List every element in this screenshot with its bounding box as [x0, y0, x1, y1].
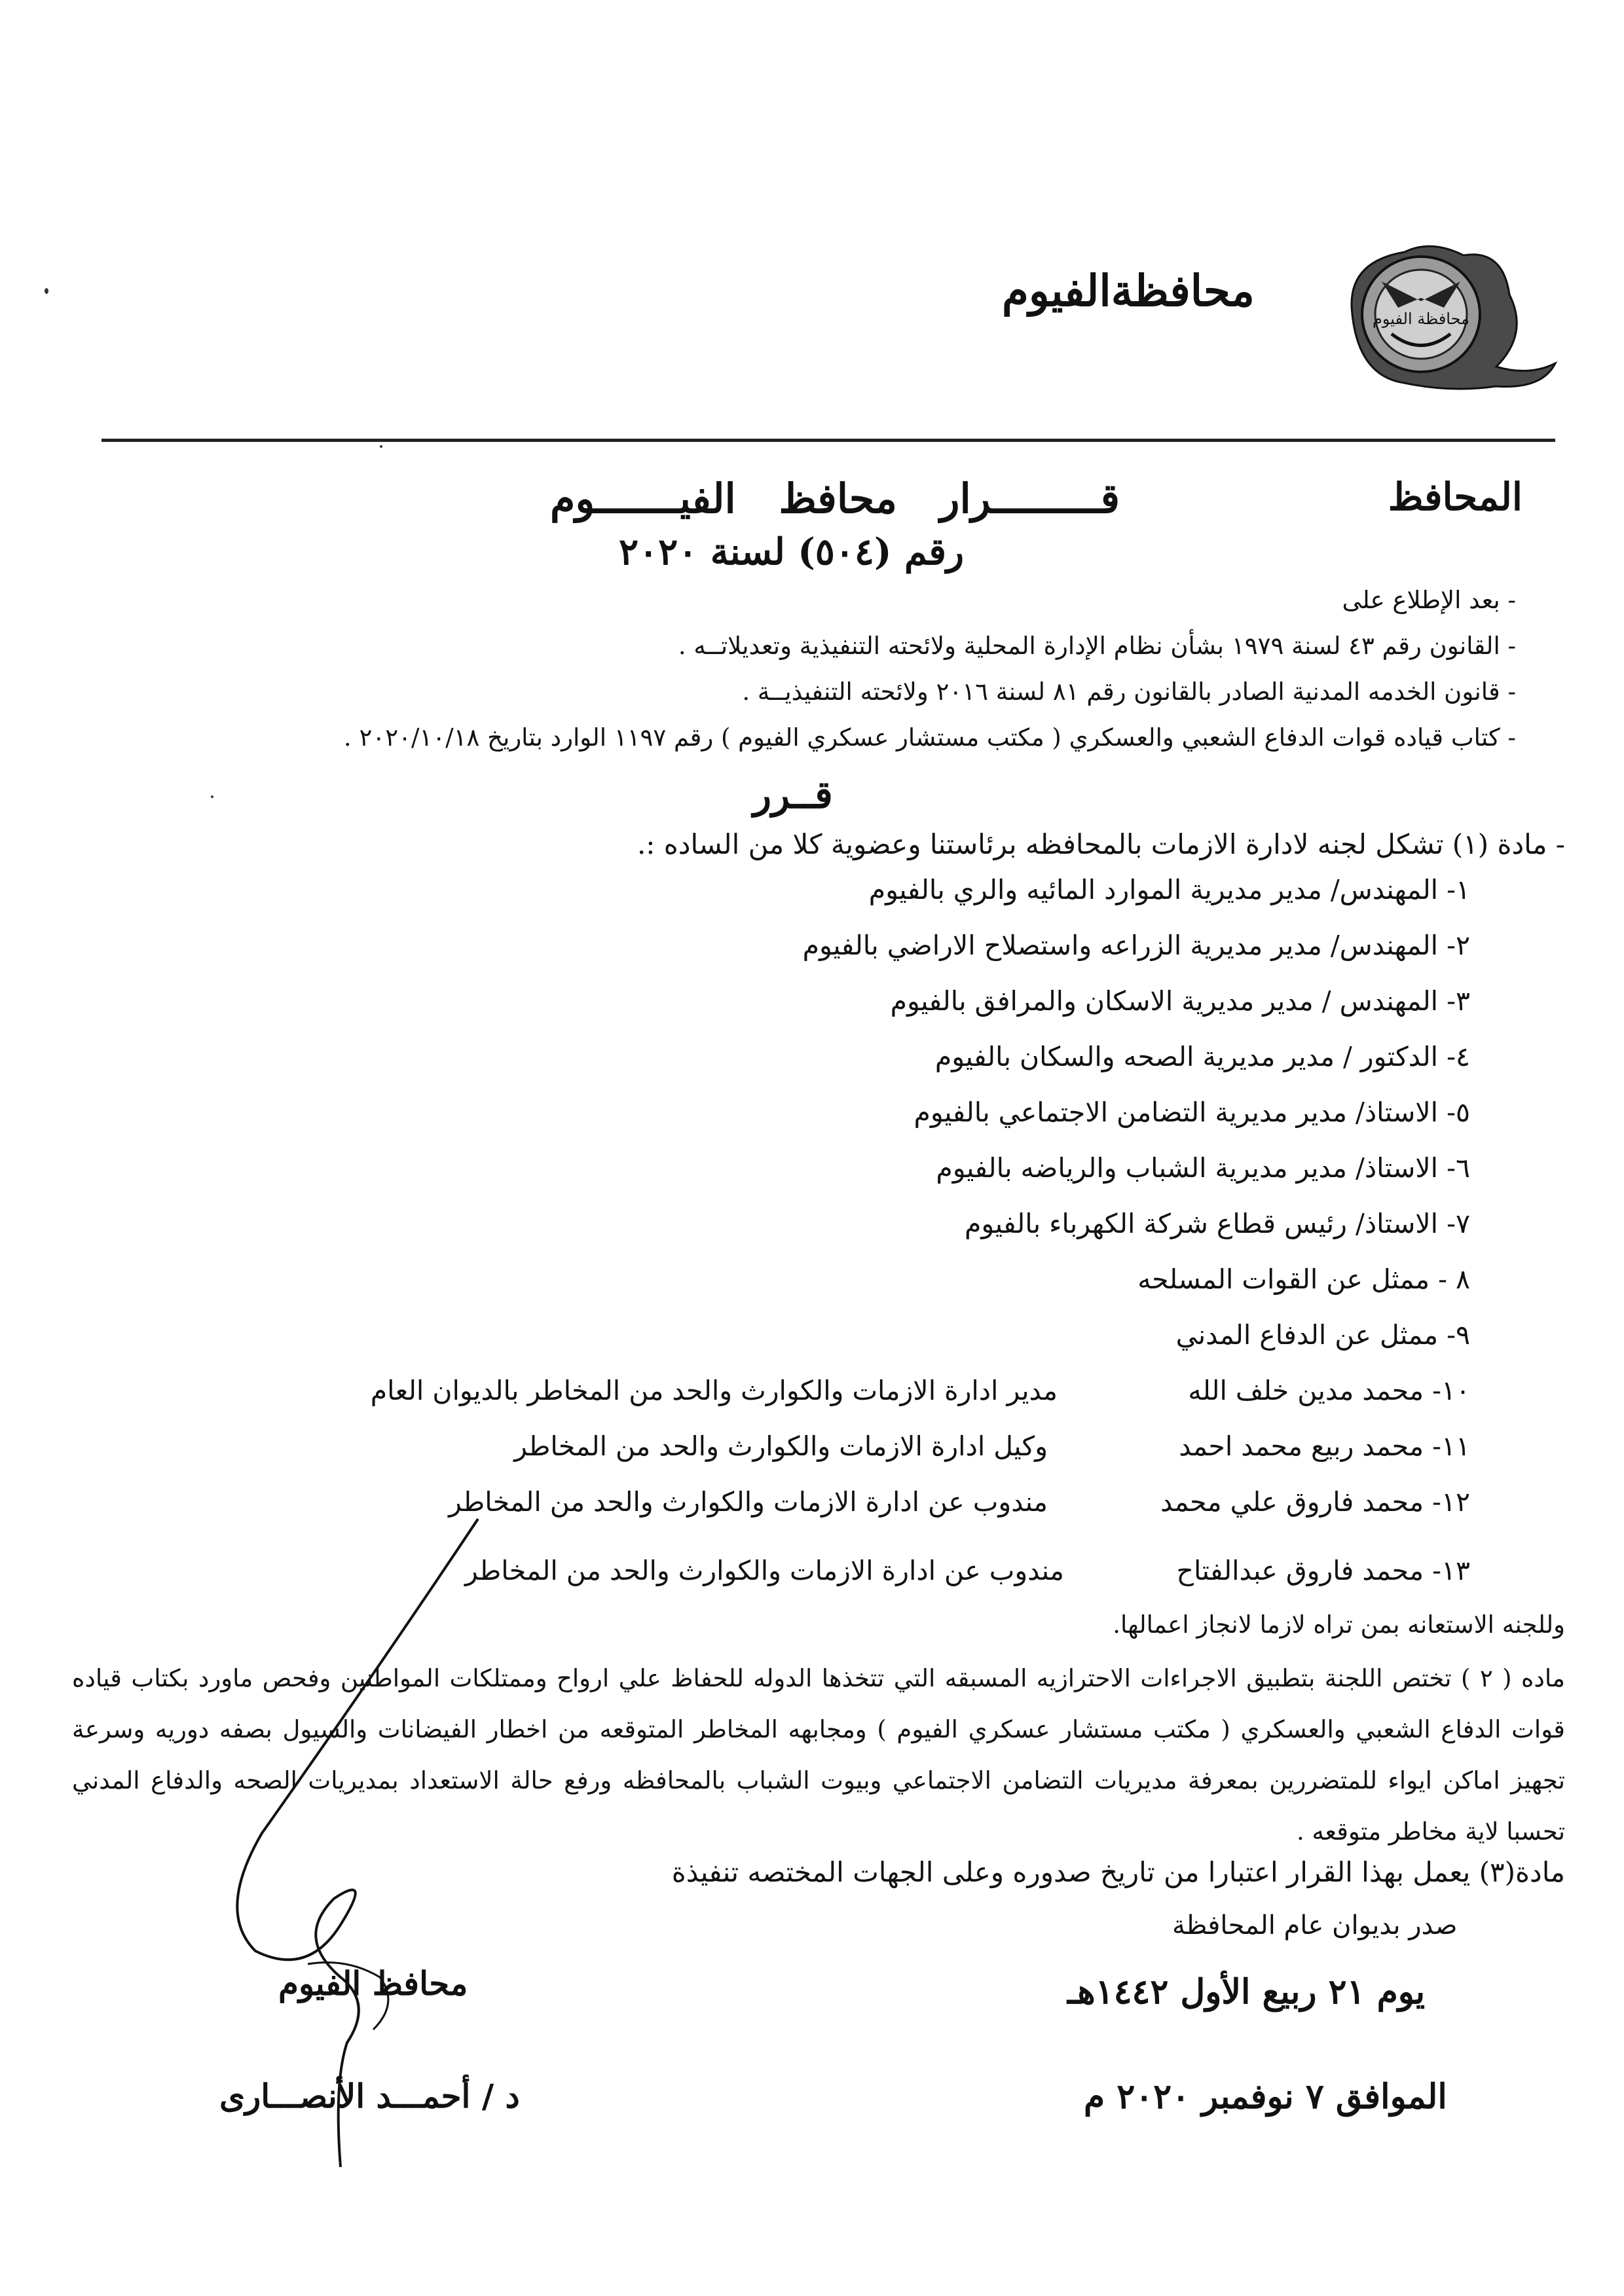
member-item: ١١- محمد ربيع محمد احمد — [1179, 1430, 1470, 1462]
governor-label: المحافظ — [1388, 475, 1522, 519]
member-role: وكيل ادارة الازمات والكوارث والحد من المخاطر — [514, 1430, 1048, 1462]
member-item: ٤- الدكتور / مدير مديرية الصحه والسكان بالفيوم — [934, 1041, 1470, 1072]
decision-number: رقم (٥٠٤) لسنة ٢٠٢٠ — [619, 530, 965, 574]
decided-heading: قــرر — [753, 773, 833, 817]
article-1: - مادة (١) تشكل لجنه لادارة الازمات بالمحافظه برئاستنا وعضوية كلا من الساده :. — [637, 828, 1565, 860]
preamble-line: - بعد الإطلاع على — [1342, 586, 1516, 614]
issued-at: صدر بديوان عام المحافظة — [1172, 1910, 1458, 1941]
member-role: مندوب عن ادارة الازمات والكوارث والحد من المخاطر — [448, 1486, 1048, 1518]
member-item: ٢- المهندس/ مدير مديرية الزراعه واستصلاح الاراضي بالفيوم — [802, 930, 1470, 961]
scan-speck — [45, 288, 48, 294]
decision-title-word: قـــــــــرار — [940, 475, 1120, 522]
decision-title — [550, 475, 1120, 522]
member-item: ٨ - ممثل عن القوات المسلحه — [1137, 1264, 1470, 1295]
committee-note: وللجنه الاستعانه بمن تراه لازما لانجاز اعمالها. — [1113, 1611, 1565, 1639]
article-3: مادة(٣) يعمل بهذا القرار اعتبارا من تاريخ صدوره وعلى الجهات المختصه تنفيذة — [671, 1856, 1565, 1888]
handwritten-signature — [177, 1506, 544, 2180]
member-item: ٧- الاستاذ/ رئيس قطاع شركة الكهرباء بالفيوم — [965, 1208, 1470, 1239]
member-item: ٣- المهندس / مدير مديرية الاسكان والمرافق بالفيوم — [890, 985, 1470, 1017]
member-role: مندوب عن ادارة الازمات والكوارث والحد من المخاطر — [464, 1555, 1064, 1586]
scan-speck — [380, 445, 382, 448]
preamble-line: - القانون رقم ٤٣ لسنة ١٩٧٩ بشأن نظام الإدارة المحلية ولائحته التنفيذية وتعديلاتــه . — [678, 632, 1516, 660]
scan-speck — [211, 795, 213, 798]
preamble-line: - كتاب قياده قوات الدفاع الشعبي والعسكري ( مكتب مستشار عسكري الفيوم ) رقم ١١٩٧ الوارد بتاريخ ٢٠٢٠/١٠/١٨ . — [343, 723, 1516, 752]
signatory-title: محافظ الفيوم — [278, 1964, 468, 2003]
seal-text: محافظة الفيوم — [1373, 310, 1469, 328]
header-divider — [101, 439, 1555, 442]
member-item: ٩- ممثل عن الدفاع المدني — [1175, 1319, 1470, 1351]
decision-title-word: الفيـــــــوم — [550, 475, 736, 522]
preamble-line: - قانون الخدمه المدنية الصادر بالقانون رقم ٨١ لسنة ٢٠١٦ ولائحته التنفيذيــة . — [742, 678, 1516, 706]
article-2: ماده ( ٢ ) تختص اللجنة بتطبيق الاجراءات الاحترازيه المسبقه التي تتخذها الدوله للحفاظ علي ارواح وممتلكات المواطنين وفحص ماورد بكتاب قياده قوات الدفاع الشعبي والعسكري ( مكتب مستشار عسكري الفيوم ) ومجابهه المخاطر المتوقعه من اخطار الفيضانات والسيول بصفه دوريه وسرعة تجهيز اماكن ايواء للمتضررين بمعرفة مديريات التضامن الاجتماعي وبيوت الشباب بالمحافظه ورفع حالة الاستعداد بمديريات الصحه والدفاع المدني تحسبا لاية مخاطر متوقعه . — [72, 1664, 1565, 1846]
member-role: مدير ادارة الازمات والكوارث والحد من المخاطر بالديوان العام — [370, 1375, 1058, 1406]
decision-title-word: محافظ — [779, 475, 897, 522]
member-item: ١٣- محمد فاروق عبدالفتاح — [1176, 1555, 1470, 1586]
fayoum-seal-logo — [1333, 236, 1559, 393]
date-gregorian: الموافق ٧ نوفمبر ٢٠٢٠ م — [1084, 2077, 1447, 2117]
member-item: ١- المهندس/ مدير مديرية الموارد المائيه والري بالفيوم — [868, 874, 1470, 905]
governorate-name: محافظةالفيوم — [1002, 265, 1255, 316]
member-item: ١٢- محمد فاروق علي محمد — [1160, 1486, 1470, 1518]
signatory-name: د / أحمـــد الأنصـــارى — [219, 2077, 520, 2115]
date-hijri: يوم ٢١ ربيع الأول ١٤٤٢هـ — [1067, 1972, 1426, 2012]
member-item: ٥- الاستاذ/ مدير مديرية التضامن الاجتماعي بالفيوم — [913, 1097, 1470, 1128]
member-item: ٦- الاستاذ/ مدير مديرية الشباب والرياضه بالفيوم — [936, 1152, 1470, 1184]
member-item: ١٠- محمد مدين خلف الله — [1188, 1375, 1470, 1406]
